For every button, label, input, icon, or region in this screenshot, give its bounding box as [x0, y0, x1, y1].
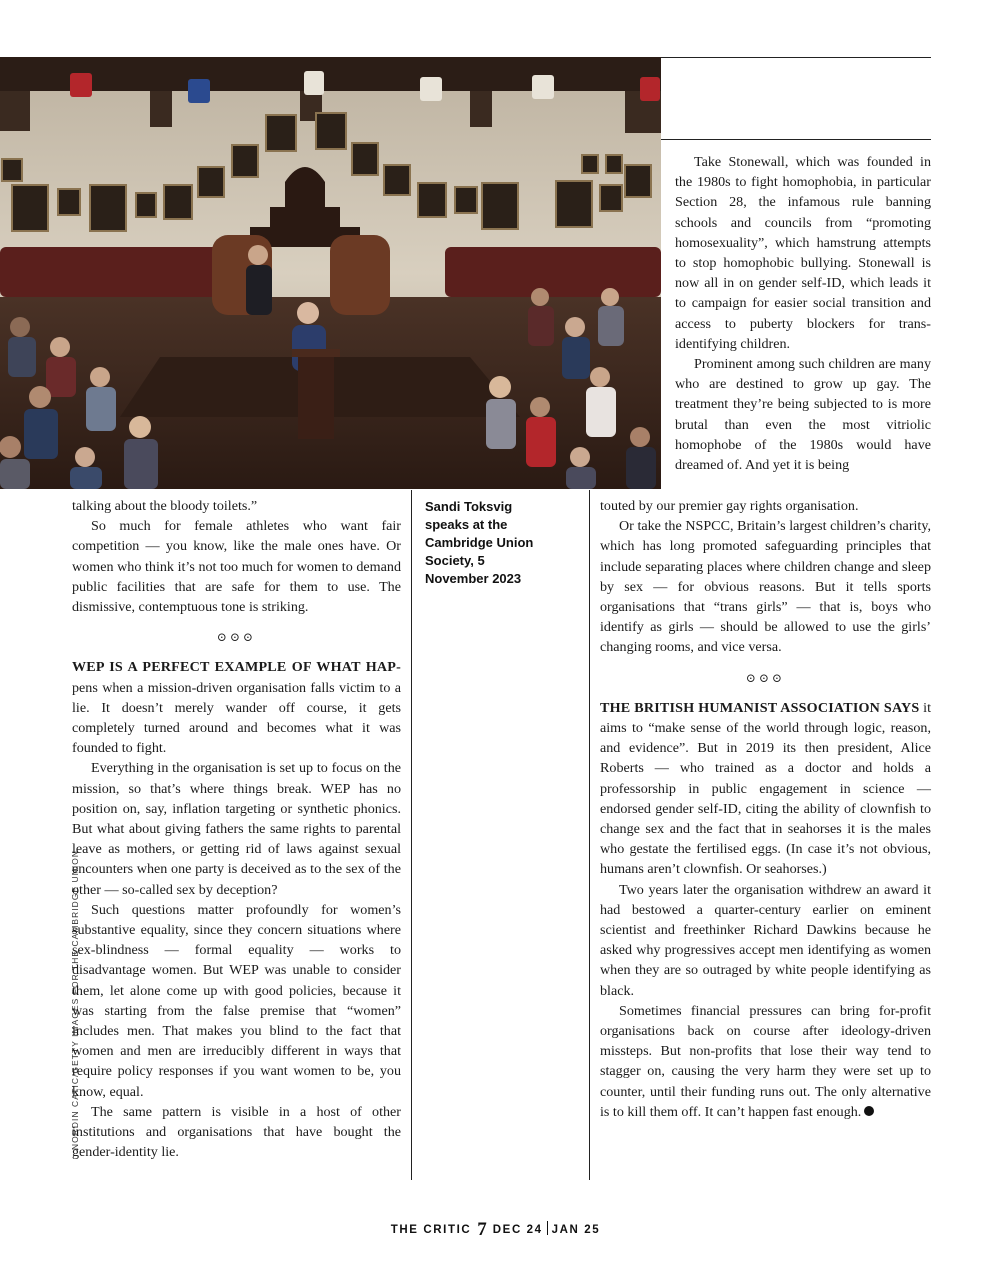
paragraph: Prominent among such children are many who are destined to grow up gay. The treatment they’re being subjected to is more brutal than even the most vitriolic homophobe of the 1980s would have dreamed of. And yet it is being [675, 356, 931, 474]
debating-chamber-photo [0, 57, 661, 489]
page-number: 7 [477, 1219, 487, 1240]
section-separator: ⊙⊙⊙ [745, 670, 786, 685]
paragraph: Two years later the organisation withdrew an award it had bestowed a quarter-century earlier on eminent scientist and freethinker Richard Dawkins because he asked why progressives accept men identifying as women when they are so outraged by white people identifying as black. [600, 881, 931, 999]
paragraph: Take Stonewall, which was founded in the 1980s to fight homophobia, in particular Section 28, the infamous rule banning schools and councils from “promoting homosexuality”, which hamstrung attempts to stop homophobic bullying. Stonewall is now all in on gender self-ID, which leads it to campaign for easier social transition and access to puberty blockers for trans-identifying children. [675, 154, 931, 352]
footer-divider [547, 1221, 548, 1235]
paragraph [600, 698, 931, 880]
paragraph: Everything in the organisation is set up to focus on the mission, so that’s where things break. WEP has no position on, say, inflation targeting or synthetic phonics. But what about giving fathers the same rights to parental leave as mothers, or getting rid of laws against sexual encounters when one party is deceived as to the sex of the other — so-called sex by deception? [72, 760, 401, 898]
column-divider-left [411, 490, 412, 1180]
paragraph-text: pens when a mission-driven organisation falls victim to a lie. It doesn’t merely wander off course, it gets completely turned around and becomes what it was founded to fight. [72, 679, 401, 757]
issue-date-start: DEC 24 [492, 1224, 543, 1236]
top-rule [661, 57, 931, 58]
section-rule [661, 139, 931, 140]
section-lead: THE BRITISH HUMANIST ASSOCIATION SAYS [600, 699, 920, 716]
article-column-left [72, 496, 401, 1163]
article-column-right-lower [600, 496, 931, 1122]
paragraph [72, 657, 401, 758]
column-divider-right [589, 490, 590, 1180]
article-column-right [675, 152, 931, 475]
photo-credit: NORDIN CATIC/GETTY IMAGES FOR THE CAMBRIDGE UNION [70, 849, 80, 1150]
paragraph: So much for female athletes who want fair competition — you know, like the male ones have. Or women who think it’s not too much for women to demand public facilities that are safe for them to use. The dismissive, contemptuous tone is striking. [72, 518, 401, 616]
paragraph: The same pattern is visible in a host of other institutions and organisations that have bought the gender-identity lie. [72, 1103, 401, 1161]
paragraph: Such questions matter profoundly for women’s substantive equality, since they concern situations where sex-blindness — formal equality — works to disadvantage women. But WEP was unable to consider them, let alone come up with good policies, because it was starting from the false premise that “women” includes men. That makes you blind to the fact that women and men are irreducibly different in ways that require policy responses if you want women to be, you know, equal. [72, 901, 401, 1100]
end-mark-icon [864, 1106, 874, 1116]
paragraph: Or take the NSPCC, Britain’s largest children’s charity, which has long promoted safeguarding principles that include separating places where children change and sleep by sex — for obvious reasons. But it tells sports organisations that “trans girls” — that is, boys who identify as girls — should be allowed to use the girls’ changing rooms, and vice versa. [600, 518, 931, 656]
page-footer [0, 1219, 991, 1241]
photo-caption: Sandi Toksvig speaks at the Cambridge Union Society, 5 November 2023 [425, 499, 534, 586]
paragraph-text: Sometimes financial pressures can bring for-profit organisations back on course after ideology-driven missteps. But non-profits that lose their way tend to stagger on, causing the very harm they were set up to counter, until their funding runs out. The only alternative is to kill them off. It can’t happen fast enough. [600, 1002, 931, 1120]
paragraph: talking about the bloody toilets.” [72, 498, 258, 514]
paragraph-text: it aims to “make sense of the world through logic, reason, and evidence”. But in 2019 its then president, Alice Roberts — who trained as a doctor and holds a professorship in public engagement in science — endorsed gender self-ID, citing the ability of clownfish to change sex and the fact that in seahorses it is the males who gestate the fertilised eggs. (In case it’s not obvious, humans aren’t clownfish. Or seahorses.) [600, 699, 932, 878]
publication-name: THE CRITIC [390, 1224, 472, 1236]
issue-date-end: JAN 25 [551, 1224, 601, 1236]
paragraph: touted by our premier gay rights organisation. [600, 498, 859, 514]
section-lead: WEP IS A PERFECT EXAMPLE OF WHAT HAP- [72, 659, 401, 676]
article-photo [0, 57, 661, 489]
section-separator: ⊙⊙⊙ [216, 630, 257, 645]
paragraph [600, 1001, 931, 1122]
